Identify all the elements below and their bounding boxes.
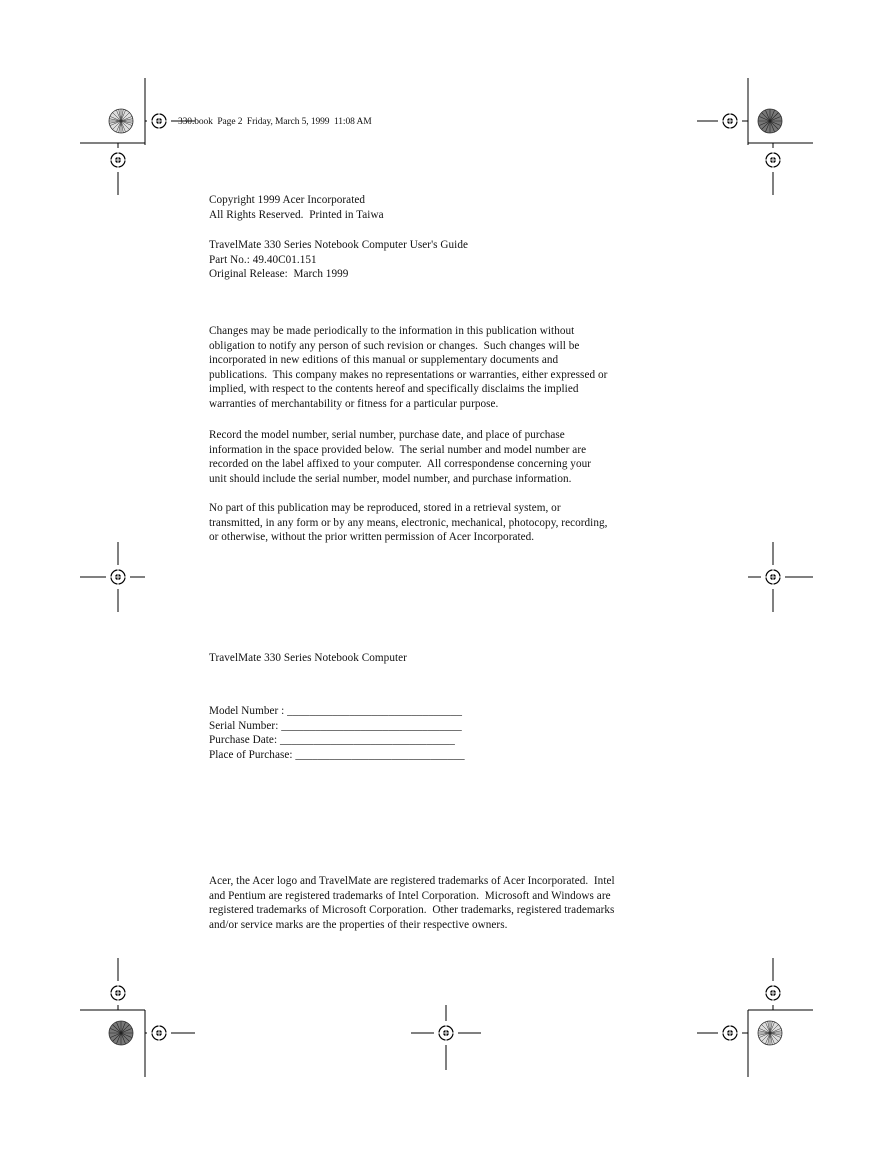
paragraph-line: Acer, the Acer logo and TravelMate are registered trademarks of Acer Incorporated. Intel [209,875,615,887]
paragraph-line: incorporated in new editions of this manual or supplementary documents and [209,354,559,367]
paragraph-line: transmitted, in any form or by any means, electronic, mechanical, photocopy, recording, [209,516,608,529]
paragraph-line: registered trademarks of Microsoft Corporation. Other trademarks, registered trademarks [209,904,615,917]
place-of-purchase-field: Place of Purchase: ______________________________ [209,748,465,761]
purchase-record-form [209,704,465,762]
serial-number-field: Serial Number: ________________________________ [209,719,462,732]
paragraph-line: and Pentium are registered trademarks of Intel Corporation. Microsoft and Windows are [209,889,611,902]
paragraph-line: implied, with respect to the contents hereof and specifically disclaims the implied [209,383,579,396]
paragraph-line: publications. This company makes no representations or warranties, either expressed or [209,368,608,381]
paragraph-line: information in the space provided below. The serial number and model number are [209,443,587,456]
paragraph-line: and/or service marks are the properties of their respective owners. [209,918,508,931]
model-number-field: Model Number : _______________________________ [209,705,463,717]
trademarks-paragraph [209,874,615,932]
paragraph-line: warranties of merchantability or fitness for a particular purpose. [209,397,499,410]
paragraph-line: No part of this publication may be reproduced, stored in a retrieval system, or [209,502,561,514]
paragraph-line: unit should include the serial number, model number, and purchase information. [209,472,572,485]
paragraph-line: Changes may be made periodically to the information in this publication without [209,325,575,337]
release-date: Original Release: March 1999 [209,268,349,281]
reproduction-paragraph [209,501,607,545]
product-name [209,651,407,666]
copyright-line: Copyright 1999 Acer Incorporated [209,194,366,206]
product-name-text: TravelMate 330 Series Notebook Computer [209,652,407,664]
guide-info-block [209,238,468,282]
guide-title: TravelMate 330 Series Notebook Computer User's Guide [209,239,468,251]
paragraph-line: recorded on the label affixed to your computer. All correspondense concerning your [209,458,592,471]
paragraph-line: or otherwise, without the prior written permission of Acer Incorporated. [209,531,535,544]
book-header: 330.book Page 2 Friday, March 5, 1999 11:08 AM [178,117,372,127]
copyright-block [209,193,384,222]
part-number: Part No.: 49.40C01.151 [209,253,317,266]
paragraph-line: Record the model number, serial number, purchase date, and place of purchase [209,429,565,441]
changes-paragraph [209,324,607,412]
rights-line: All Rights Reserved. Printed in Taiwa [209,208,384,221]
paragraph-line: obligation to notify any person of such revision or changes. Such changes will be [209,339,580,352]
purchase-date-field: Purchase Date: _______________________________ [209,734,455,747]
record-paragraph [209,428,591,486]
